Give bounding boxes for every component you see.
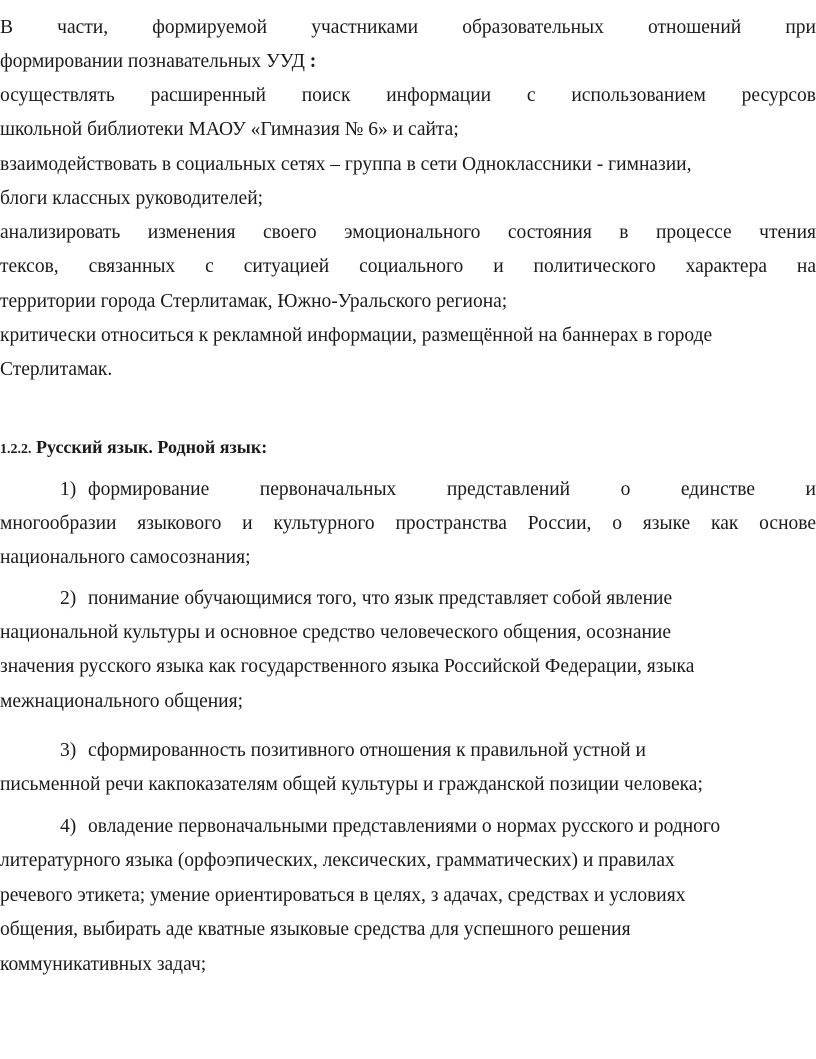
intro-line-11: Стерлитамак. — [0, 360, 113, 380]
intro-line-6: блоги классных руководителей; — [0, 189, 264, 209]
intro-line-3: осуществлять расширенный поиск информации с использованием ресурсов — [0, 86, 816, 106]
list-item-2-line-4: межнационального общения; — [0, 692, 243, 712]
list-marker-1: 1) — [60, 480, 77, 500]
list-marker-3: 3) — [60, 741, 77, 761]
list-item-2-line-1: понимание обучающимися того, что язык представляет собой явление — [88, 589, 673, 609]
list-item-1-line-3: национального самосознания; — [0, 548, 251, 568]
list-item-4-line-2: литературного языка (орфоэпических, лексических, грамматических) и правилах — [0, 851, 675, 871]
intro-line-10: критически относиться к рекламной информации, размещённой на баннерах в городе — [0, 326, 713, 346]
list-item-4-line-5: коммуникативных задач; — [0, 955, 207, 975]
list-item-3-line-2: письменной речи какпоказателям общей культуры и гражданской позиции человека; — [0, 775, 703, 795]
list-marker-4: 4) — [60, 817, 77, 837]
intro-line-1: В части, формируемой участниками образовательных отношений при — [0, 18, 816, 38]
intro-line-9: территории города Стерлитамак, Южно-Уральского региона; — [0, 292, 508, 312]
intro-line-2-colon: : — [304, 52, 317, 72]
intro-line-4: школьной библиотеки МАОУ «Гимназия № 6» и сайта; — [0, 120, 459, 140]
list-item-4-line-1: овладение первоначальными представлениями о нормах русского и родного — [88, 817, 721, 837]
list-item-1-line-1: формирование первоначальных представлений о единстве и — [88, 480, 816, 500]
intro-line-8: тексов, связанных с ситуацией социального и политического характера на — [0, 257, 816, 277]
intro-line-2-text: формировании познавательных УУД — [0, 52, 305, 72]
list-item-4-line-3: речевого этикета; умение ориентироваться в целях, з адачах, средствах и условиях — [0, 886, 686, 906]
intro-line-2 — [0, 52, 816, 72]
list-item-4-line-4: общения, выбирать аде кватные языковые средства для успешного решения — [0, 920, 631, 940]
list-item-3-line-1: сформированность позитивного отношения к правильной устной и — [88, 741, 646, 761]
intro-line-7: анализировать изменения своего эмоционального состояния в процессе чтения — [0, 223, 816, 243]
section-heading — [0, 438, 816, 457]
list-marker-2: 2) — [60, 589, 77, 609]
section-number: 1.2.2. — [0, 442, 32, 457]
list-item-2-line-2: национальной культуры и основное средство человеческого общения, осознание — [0, 623, 672, 643]
list-item-1-line-2: многообразии языкового и культурного пространства России, о языке как основе — [0, 514, 816, 534]
list-item-2-line-3: значения русского языка как государственного языка Российской Федерации, языка — [0, 657, 695, 677]
intro-line-5: взаимодействовать в социальных сетях – группа в сети Одноклассники - гимназии, — [0, 155, 692, 175]
section-title: Русский язык. Родной язык: — [31, 438, 268, 457]
